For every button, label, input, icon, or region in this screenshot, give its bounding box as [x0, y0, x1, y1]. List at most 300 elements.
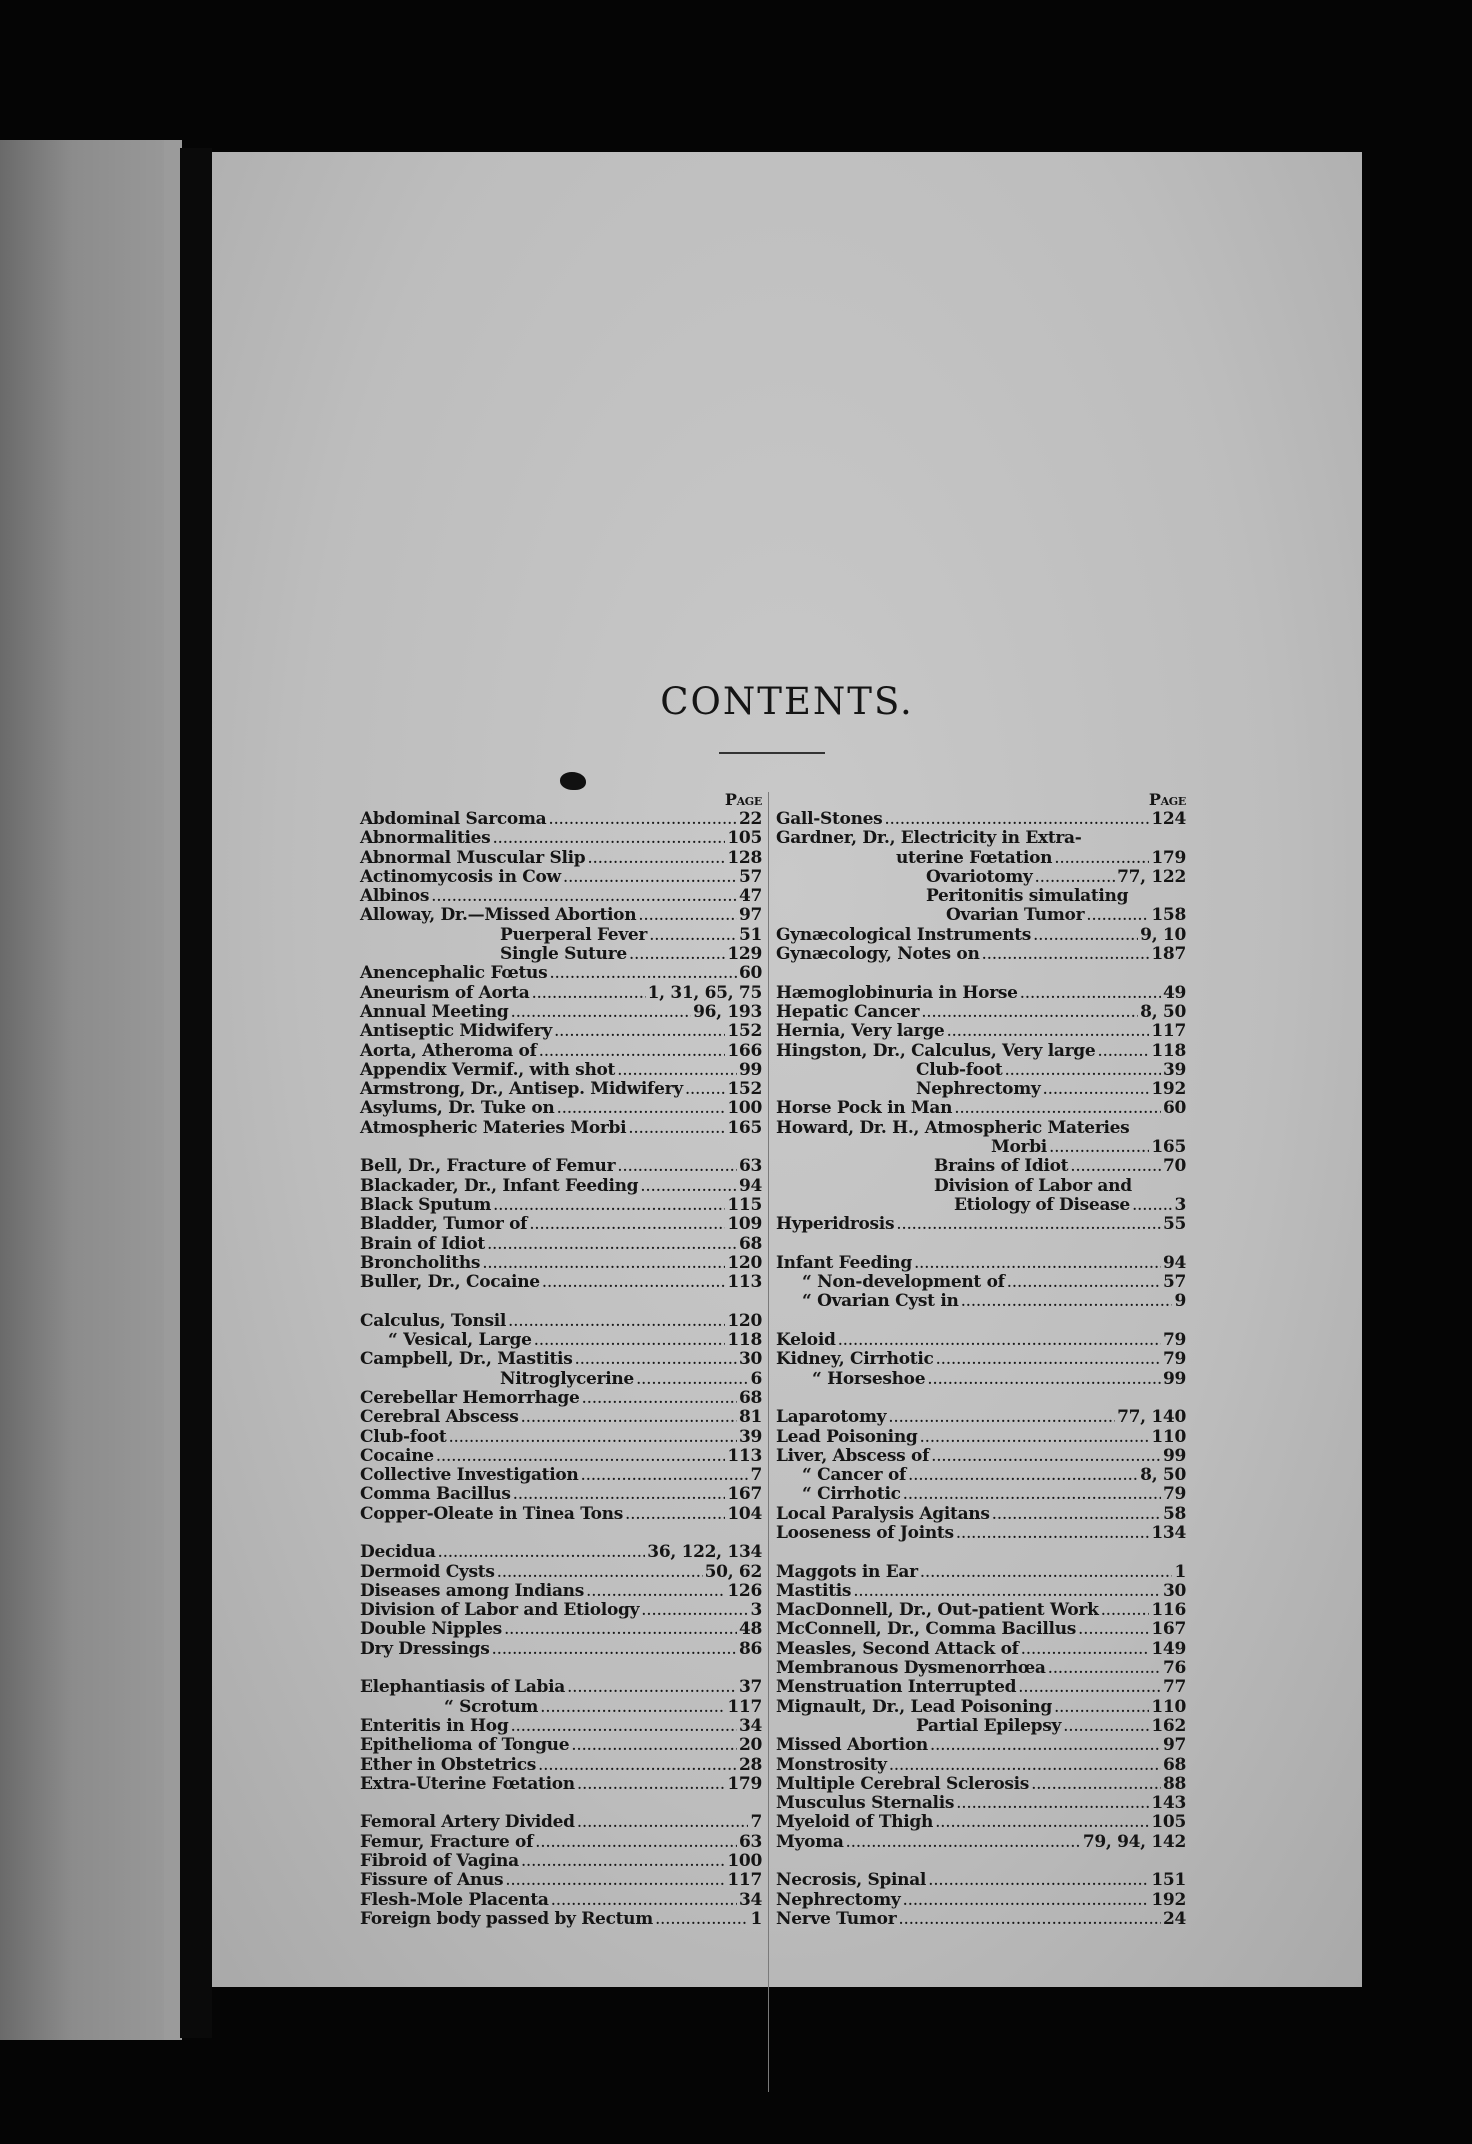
- entry-page-number: 60: [738, 963, 762, 984]
- leader-dots: [838, 1331, 1161, 1350]
- entry-title: Mignault, Dr., Lead Poisoning: [776, 1696, 1052, 1717]
- entry-page-number: 3: [1174, 1194, 1186, 1215]
- leader-dots: [539, 1042, 726, 1061]
- index-entry: [776, 1428, 1186, 1447]
- entry-title: McConnell, Dr., Comma Bacillus: [776, 1619, 1077, 1640]
- index-entry: [776, 887, 1186, 906]
- entry-title: Dermoid Cysts: [360, 1561, 495, 1582]
- entry-title: Abnormalities: [360, 828, 491, 849]
- entry-page-number: 79: [1162, 1484, 1186, 1505]
- entry-page-number: 34: [738, 1889, 762, 1910]
- entry-title: Nephrectomy: [776, 1889, 901, 1910]
- entry-page-number: 1, 31, 65, 75: [647, 982, 762, 1003]
- leader-dots: [577, 1775, 726, 1794]
- leader-dots: [586, 1582, 725, 1601]
- entry-title: Necrosis, Spinal: [776, 1870, 927, 1891]
- leader-dots: [935, 1813, 1149, 1832]
- entry-page-number: 57: [738, 866, 762, 887]
- entry-title: Extra-Uterine Fœtation: [360, 1773, 575, 1794]
- entry-page-number: 36, 122, 134: [647, 1542, 762, 1563]
- entry-page-number: 167: [1151, 1619, 1186, 1640]
- leader-dots: [538, 1756, 737, 1775]
- page-heading-left: Page: [724, 790, 762, 809]
- leader-dots: [448, 1428, 737, 1447]
- entry-page-number: 118: [727, 1330, 762, 1351]
- leader-dots: [567, 1678, 737, 1697]
- leader-dots: [563, 868, 737, 887]
- index-entry: [360, 1485, 762, 1504]
- leader-dots: [1021, 1640, 1150, 1659]
- leader-dots: [936, 1350, 1161, 1369]
- entry-page-number: 76: [1162, 1658, 1186, 1679]
- index-entry: [776, 906, 1186, 925]
- entry-title: “ Cancer of: [802, 1465, 906, 1486]
- entry-title: Puerperal Fever: [500, 924, 648, 945]
- entry-gap: [776, 1235, 1186, 1254]
- leader-dots: [846, 1833, 1081, 1852]
- leader-dots: [931, 1447, 1161, 1466]
- leader-dots: [577, 1813, 749, 1832]
- leader-dots: [956, 1794, 1149, 1813]
- index-entry: [360, 1428, 762, 1447]
- index-entry: [776, 1640, 1186, 1659]
- index-entry: [776, 1794, 1186, 1813]
- ink-blot: [560, 772, 586, 790]
- entry-page-number: 79: [1162, 1349, 1186, 1370]
- entry-title: “ Horseshoe: [812, 1368, 926, 1389]
- entry-title: “ Scrotum: [444, 1696, 539, 1717]
- entry-page-number: 81: [738, 1407, 762, 1428]
- index-entry: [776, 1466, 1186, 1485]
- leader-dots: [954, 1099, 1161, 1118]
- entry-title: Hyperidrosis: [776, 1214, 895, 1235]
- leader-dots: [1086, 906, 1149, 925]
- leader-dots: [1020, 984, 1161, 1003]
- entry-title: Hingston, Dr., Calculus, Very large: [776, 1040, 1096, 1061]
- index-entry: [776, 1157, 1186, 1176]
- entry-title: Kidney, Cirrhotic: [776, 1349, 934, 1370]
- entry-title: Blackader, Dr., Infant Feeding: [360, 1175, 639, 1196]
- leader-dots: [853, 1582, 1161, 1601]
- entry-gap: [360, 1292, 762, 1311]
- entry-title: Missed Abortion: [776, 1735, 928, 1756]
- entry-page-number: 77, 140: [1117, 1407, 1186, 1428]
- entry-page-number: 8, 50: [1140, 1001, 1186, 1022]
- leader-dots: [902, 1891, 1149, 1910]
- entry-title: Division of Labor and Etiology: [360, 1600, 640, 1621]
- entry-title: Cerebellar Hemorrhage: [360, 1387, 580, 1408]
- entry-title: Myoma: [776, 1831, 844, 1852]
- entry-page-number: 165: [1151, 1137, 1186, 1158]
- entry-page-number: 110: [1151, 1426, 1186, 1447]
- entry-title: Club-foot: [916, 1059, 1003, 1080]
- entry-page-number: 100: [727, 1851, 762, 1872]
- entry-title: Elephantiasis of Labia: [360, 1677, 565, 1698]
- leader-dots: [582, 1389, 737, 1408]
- entry-page-number: 116: [1151, 1600, 1186, 1621]
- entry-title: Musculus Sternalis: [776, 1793, 955, 1814]
- entry-title: Nerve Tumor: [776, 1908, 897, 1929]
- index-entry: [360, 1891, 762, 1910]
- entry-page-number: 152: [727, 1021, 762, 1042]
- entry-title: “ Vesical, Large: [388, 1330, 532, 1351]
- entry-title: Aorta, Atheroma of: [360, 1040, 537, 1061]
- leader-dots: [640, 1177, 737, 1196]
- entry-page-number: 68: [738, 1233, 762, 1254]
- entry-title: Antiseptic Midwifery: [360, 1021, 552, 1042]
- entry-page-number: 97: [738, 905, 762, 926]
- index-entry: [360, 1003, 762, 1022]
- entry-page-number: 22: [738, 809, 762, 829]
- index-entry: [776, 868, 1186, 887]
- index-entry: [776, 1408, 1186, 1427]
- index-entry: [360, 1620, 762, 1639]
- index-entry: [360, 1601, 762, 1620]
- entry-page-number: 39: [738, 1426, 762, 1447]
- entry-page-number: 99: [738, 1059, 762, 1080]
- leader-dots: [504, 1620, 737, 1639]
- index-entry: [360, 868, 762, 887]
- index-column-right: [776, 790, 1186, 1929]
- leader-dots: [638, 906, 737, 925]
- leader-dots: [549, 964, 737, 983]
- leader-dots: [574, 1350, 736, 1369]
- entry-page-number: 118: [1151, 1040, 1186, 1061]
- leader-dots: [628, 1119, 725, 1138]
- entry-page-number: 63: [738, 1156, 762, 1177]
- leader-dots: [629, 945, 726, 964]
- entry-title: Calculus, Tonsil: [360, 1310, 507, 1331]
- entry-title: Foreign body passed by Rectum: [360, 1908, 653, 1929]
- leader-dots: [529, 1215, 725, 1234]
- leader-dots: [1070, 1157, 1161, 1176]
- entry-page-number: 179: [1151, 847, 1186, 868]
- entry-title: Laparotomy: [776, 1407, 887, 1428]
- index-entry: [776, 1871, 1186, 1890]
- index-entry: [776, 829, 1186, 848]
- entry-title: “ Non-development of: [802, 1272, 1005, 1293]
- index-entry: [360, 1215, 762, 1234]
- leader-dots: [492, 1640, 737, 1659]
- entry-title: Copper-Oleate in Tinea Tons: [360, 1503, 623, 1524]
- entry-gap: [360, 1659, 762, 1678]
- index-entry: [776, 1524, 1186, 1543]
- index-entry: [360, 1099, 762, 1118]
- entry-gap: [776, 1543, 1186, 1562]
- entry-title: “ Ovarian Cyst in: [802, 1291, 959, 1312]
- index-entry: [360, 1350, 762, 1369]
- leader-dots: [636, 1370, 749, 1389]
- entry-page-number: 49: [1162, 982, 1186, 1003]
- index-entry: [776, 1813, 1186, 1832]
- leader-dots: [1042, 1080, 1149, 1099]
- entry-title: “ Cirrhotic: [802, 1484, 901, 1505]
- index-entry: [360, 984, 762, 1003]
- leader-dots: [655, 1910, 749, 1929]
- leader-dots: [1078, 1620, 1149, 1639]
- entry-page-number: 30: [738, 1349, 762, 1370]
- leader-dots: [1033, 926, 1138, 945]
- entry-title: Etiology of Disease: [954, 1194, 1130, 1215]
- entry-title: Nephrectomy: [916, 1079, 1041, 1100]
- entry-page-number: 120: [727, 1252, 762, 1273]
- entry-title: Myeloid of Thigh: [776, 1812, 934, 1833]
- index-entry: [360, 1563, 762, 1582]
- leader-dots: [956, 1524, 1150, 1543]
- leader-dots: [513, 1485, 726, 1504]
- index-entry: [776, 1756, 1186, 1775]
- entry-page-number: 8, 50: [1140, 1465, 1186, 1486]
- entry-title: Ovariotomy: [926, 866, 1033, 887]
- entry-page-number: 162: [1151, 1715, 1186, 1736]
- leader-dots: [492, 829, 725, 848]
- index-entry: [360, 1717, 762, 1736]
- leader-dots: [884, 810, 1149, 829]
- entry-page-number: 7: [750, 1465, 762, 1486]
- entry-title: Epithelioma of Tongue: [360, 1735, 570, 1756]
- entry-title: Diseases among Indians: [360, 1580, 584, 1601]
- index-entry: [360, 1582, 762, 1601]
- leader-dots: [571, 1736, 737, 1755]
- entry-title: Decidua: [360, 1542, 436, 1563]
- entry-title: Appendix Vermif., with shot: [360, 1059, 616, 1080]
- entry-title: Annual Meeting: [360, 1001, 509, 1022]
- leader-dots: [625, 1505, 725, 1524]
- leader-dots: [946, 1022, 1149, 1041]
- contents-page: [212, 152, 1362, 1987]
- entry-page-number: 70: [1162, 1156, 1186, 1177]
- entry-page-number: 96, 193: [693, 1001, 762, 1022]
- index-entry: [776, 1447, 1186, 1466]
- entry-page-number: 167: [727, 1484, 762, 1505]
- entry-title: Nitroglycerine: [500, 1368, 634, 1389]
- entry-title: Liver, Abscess of: [776, 1445, 930, 1466]
- entry-page-number: 158: [1151, 905, 1186, 926]
- entry-page-number: 9: [1174, 1291, 1186, 1312]
- entry-page-number: 68: [1162, 1754, 1186, 1775]
- page-heading-right: Page: [1148, 790, 1186, 809]
- entry-page-number: 20: [738, 1735, 762, 1756]
- index-entry: [776, 1563, 1186, 1582]
- leader-dots: [482, 1254, 725, 1273]
- leader-dots: [1004, 1061, 1161, 1080]
- entry-title: Division of Labor and: [934, 1175, 1132, 1196]
- entry-title: Abdominal Sarcoma: [360, 809, 547, 829]
- leader-dots: [531, 984, 645, 1003]
- entry-title: Single Suture: [500, 944, 627, 965]
- index-entry: [776, 1138, 1186, 1157]
- entry-page-number: 117: [1151, 1021, 1186, 1042]
- entry-title: Membranous Dysmenorrhœa: [776, 1658, 1046, 1679]
- entry-title: Comma Bacillus: [360, 1484, 511, 1505]
- leader-dots: [521, 1408, 737, 1427]
- leader-dots: [587, 849, 725, 868]
- index-entry: [360, 1698, 762, 1717]
- index-entry: [776, 810, 1186, 829]
- entry-page-number: 37: [738, 1677, 762, 1698]
- entry-title: Collective Investigation: [360, 1465, 579, 1486]
- title-rule: [719, 752, 825, 754]
- index-entry: [776, 1582, 1186, 1601]
- entry-page-number: 47: [738, 886, 762, 907]
- index-entry: [776, 1350, 1186, 1369]
- leader-dots: [649, 926, 737, 945]
- index-entry: [776, 1717, 1186, 1736]
- entry-title: Double Nipples: [360, 1619, 502, 1640]
- entry-page-number: 48: [738, 1619, 762, 1640]
- entry-title: Femoral Artery Divided: [360, 1812, 575, 1833]
- entry-title: Actinomycosis in Cow: [360, 866, 561, 887]
- leader-dots: [982, 945, 1150, 964]
- index-entry: [776, 1042, 1186, 1061]
- index-entry: [776, 926, 1186, 945]
- index-entry: [776, 1736, 1186, 1755]
- entry-page-number: 99: [1162, 1368, 1186, 1389]
- entry-page-number: 192: [1151, 1079, 1186, 1100]
- entry-gap: [776, 1389, 1186, 1408]
- entry-title: Monstrosity: [776, 1754, 887, 1775]
- entry-title: Maggots in Ear: [776, 1561, 918, 1582]
- entry-page-number: 86: [738, 1638, 762, 1659]
- entry-page-number: 57: [1162, 1272, 1186, 1293]
- leader-dots: [510, 1717, 737, 1736]
- entry-page-number: 179: [727, 1773, 762, 1794]
- index-entry: [360, 1235, 762, 1254]
- entry-gap: [776, 1852, 1186, 1871]
- entry-title: Armstrong, Dr., Antisep. Midwifery: [360, 1079, 683, 1100]
- index-entry: [776, 1833, 1186, 1852]
- entry-title: Anencephalic Fœtus: [360, 963, 548, 984]
- entry-title: Asylums, Dr. Tuke on: [360, 1098, 555, 1119]
- leader-dots: [930, 1736, 1161, 1755]
- leader-dots: [505, 1871, 725, 1890]
- leader-dots: [1101, 1601, 1150, 1620]
- index-entry: [776, 1196, 1186, 1215]
- leader-dots: [920, 1428, 1150, 1447]
- leader-dots: [508, 1312, 725, 1331]
- leader-dots: [1007, 1273, 1161, 1292]
- entry-page-number: 79: [1162, 1330, 1186, 1351]
- entry-title: Broncholiths: [360, 1252, 481, 1273]
- entry-title: Gall-Stones: [776, 809, 883, 829]
- leader-dots: [896, 1215, 1161, 1234]
- entry-title: Black Sputum: [360, 1194, 492, 1215]
- entry-title: Multiple Cerebral Sclerosis: [776, 1773, 1030, 1794]
- index-entry: [776, 1003, 1186, 1022]
- index-entry: [360, 1408, 762, 1427]
- entry-title: Aneurism of Aorta: [360, 982, 530, 1003]
- leader-dots: [521, 1852, 726, 1871]
- entry-title: Fissure of Anus: [360, 1870, 504, 1891]
- entry-title: Atmospheric Materies Morbi: [360, 1117, 627, 1138]
- entry-title: Fibroid of Vagina: [360, 1851, 519, 1872]
- entry-page-number: 126: [727, 1580, 762, 1601]
- leader-dots: [554, 1022, 725, 1041]
- entry-title: Local Paralysis Agitans: [776, 1503, 990, 1524]
- entry-title: Ovarian Tumor: [946, 905, 1085, 926]
- leader-dots: [535, 1833, 737, 1852]
- entry-title: Hernia, Very large: [776, 1021, 945, 1042]
- index-entry: [360, 1775, 762, 1794]
- entry-page-number: 109: [727, 1214, 762, 1235]
- index-entry: [776, 984, 1186, 1003]
- leader-dots: [914, 1254, 1161, 1273]
- entry-page-number: 105: [727, 828, 762, 849]
- entry-gap: [776, 1312, 1186, 1331]
- index-entry: [360, 1273, 762, 1292]
- entry-title: Mastitis: [776, 1580, 852, 1601]
- index-entry: [360, 1042, 762, 1061]
- entry-page-number: 28: [738, 1754, 762, 1775]
- leader-dots: [534, 1331, 726, 1350]
- facing-page-margin: [164, 140, 180, 2040]
- entry-title: Hæmoglobinuria in Horse: [776, 982, 1018, 1003]
- index-entry: [360, 1061, 762, 1080]
- entry-title: Club-foot: [360, 1426, 447, 1447]
- index-entry: [776, 1292, 1186, 1311]
- entry-page-number: 166: [727, 1040, 762, 1061]
- entry-page-number: 34: [738, 1715, 762, 1736]
- entry-title: Partial Epilepsy: [916, 1715, 1062, 1736]
- entry-page-number: 97: [1162, 1735, 1186, 1756]
- entry-page-number: 187: [1151, 944, 1186, 965]
- entry-title: Alloway, Dr.—Missed Abortion: [360, 905, 637, 926]
- entry-page-number: 143: [1151, 1793, 1186, 1814]
- entry-title: Gynæcological Instruments: [776, 924, 1032, 945]
- index-entry: [360, 849, 762, 868]
- book-gutter: [180, 148, 212, 2038]
- entry-gap: [776, 964, 1186, 983]
- entry-title: Flesh-Mole Placenta: [360, 1889, 549, 1910]
- index-entry: [776, 1620, 1186, 1639]
- entry-title: Morbi: [991, 1137, 1047, 1158]
- entry-title: Infant Feeding: [776, 1252, 912, 1273]
- leader-dots: [438, 1543, 646, 1562]
- entry-title: uterine Fœtation: [896, 847, 1053, 868]
- index-entry: [360, 1080, 762, 1099]
- entry-page-number: 105: [1151, 1812, 1186, 1833]
- entry-title: Bladder, Tumor of: [360, 1214, 528, 1235]
- index-entry: [360, 1177, 762, 1196]
- index-entry: [776, 1775, 1186, 1794]
- entry-page-number: 115: [727, 1194, 762, 1215]
- entry-page-number: 129: [727, 944, 762, 965]
- leader-dots: [1031, 1775, 1161, 1794]
- index-entry: [360, 1910, 762, 1929]
- entry-title: Brains of Idiot: [934, 1156, 1069, 1177]
- entry-page-number: 128: [727, 847, 762, 868]
- entry-title: Menstruation Interrupted: [776, 1677, 1017, 1698]
- index-entry: [360, 1331, 762, 1350]
- leader-dots: [557, 1099, 726, 1118]
- entry-page-number: 58: [1162, 1503, 1186, 1524]
- entry-page-number: 117: [727, 1870, 762, 1891]
- entry-page-number: 50, 62: [704, 1561, 762, 1582]
- leader-dots: [927, 1370, 1161, 1389]
- index-entry: [776, 1891, 1186, 1910]
- leader-dots: [487, 1235, 737, 1254]
- entry-page-number: 1: [750, 1908, 762, 1929]
- leader-dots: [510, 1003, 691, 1022]
- index-entry: [776, 1659, 1186, 1678]
- entry-page-number: 60: [1162, 1098, 1186, 1119]
- entry-page-number: 6: [750, 1368, 762, 1389]
- index-entry: [776, 1099, 1186, 1118]
- entry-title: Horse Pock in Man: [776, 1098, 953, 1119]
- entry-page-number: 77, 122: [1117, 866, 1186, 887]
- entry-title: Buller, Dr., Cocaine: [360, 1272, 540, 1293]
- index-entry: [360, 964, 762, 983]
